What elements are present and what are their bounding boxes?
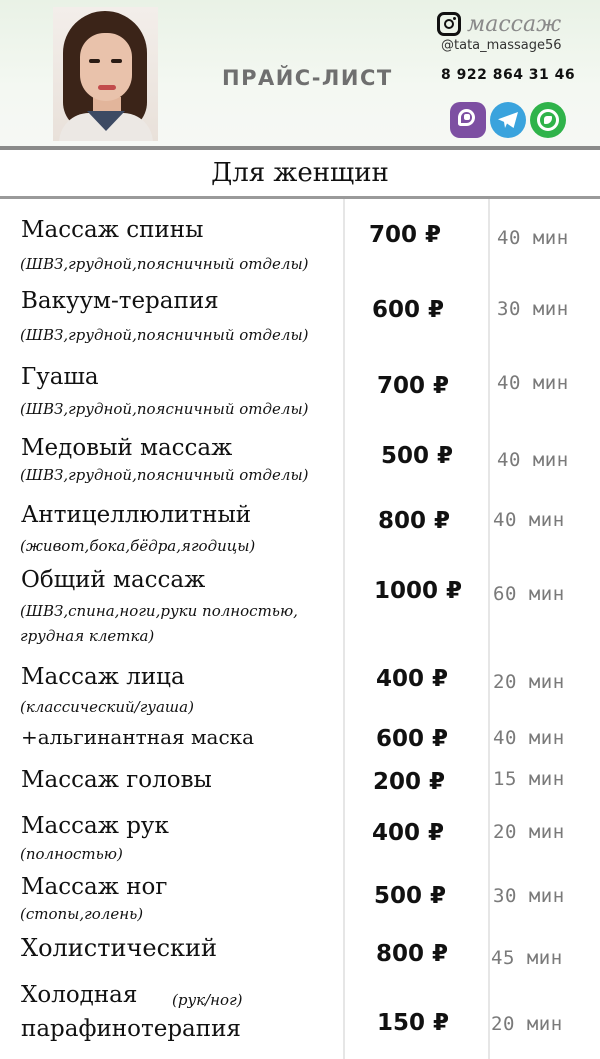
section-divider [0, 196, 600, 199]
service-duration: 40 мин [493, 509, 565, 531]
service-name: Массаж спины [21, 217, 204, 243]
header [0, 0, 600, 146]
service-name: Массаж головы [21, 767, 212, 793]
profile-photo [53, 7, 158, 141]
service-name: Холистический [21, 934, 217, 962]
service-price: 1000 ₽ [374, 578, 463, 604]
service-price: 700 ₽ [377, 373, 450, 399]
service-name: Общий массаж [21, 567, 206, 593]
service-duration: 15 мин [493, 768, 565, 790]
page-title: ПРАЙС-ЛИСТ [222, 66, 393, 90]
service-note: (ШВЗ,грудной,поясничный отделы) [20, 466, 309, 484]
service-note: (ШВЗ,грудной,поясничный отделы) [20, 255, 309, 273]
service-duration: 30 мин [497, 298, 569, 320]
service-duration: 40 мин [497, 449, 569, 471]
service-duration: 40 мин [493, 727, 565, 749]
service-duration: 40 мин [497, 372, 569, 394]
service-price: 800 ₽ [378, 508, 451, 534]
service-note: (живот,бока,бёдра,ягодицы) [20, 537, 256, 555]
service-note: (ШВЗ,спина,ноги,руки полностью, [20, 602, 298, 620]
service-name: Холодная [21, 982, 138, 1008]
brand-name: массаж [467, 11, 562, 37]
phone-number[interactable]: 8 922 864 31 46 [441, 67, 576, 83]
service-duration: 20 мин [491, 1013, 563, 1035]
service-name: Вакуум-терапия [21, 288, 219, 314]
service-note: (рук/ног) [172, 991, 243, 1009]
service-price: 700 ₽ [369, 222, 442, 248]
service-price: 600 ₽ [372, 297, 445, 323]
service-name: парафинотерапия [21, 1016, 241, 1042]
service-note: (классический/гуаша) [20, 698, 194, 716]
messenger-icons [450, 102, 566, 138]
service-name: Массаж ног [21, 874, 168, 900]
service-price: 500 ₽ [381, 443, 454, 469]
service-note: (ШВЗ,грудной,поясничный отделы) [20, 400, 309, 418]
service-price: 150 ₽ [377, 1010, 450, 1036]
service-duration: 20 мин [493, 821, 565, 843]
viber-icon[interactable] [450, 102, 486, 138]
service-note: (ШВЗ,грудной,поясничный отделы) [20, 326, 309, 344]
service-name: Массаж лица [21, 664, 185, 690]
instagram-row[interactable] [437, 10, 561, 38]
service-name: Массаж рук [21, 813, 169, 839]
column-divider [343, 199, 345, 1059]
service-note: (полностью) [20, 845, 123, 863]
service-price: 200 ₽ [373, 769, 446, 795]
section-title: Для женщин [211, 158, 389, 188]
service-price: 400 ₽ [376, 666, 449, 692]
service-name: Медовый массаж [21, 435, 233, 461]
column-divider [488, 199, 490, 1059]
service-duration: 20 мин [493, 671, 565, 693]
whatsapp-icon[interactable] [530, 102, 566, 138]
instagram-handle[interactable]: @tata_massage56 [441, 38, 562, 53]
service-duration: 30 мин [493, 885, 565, 907]
service-price: 800 ₽ [376, 941, 449, 967]
service-price: 400 ₽ [372, 820, 445, 846]
service-price: 600 ₽ [376, 726, 449, 752]
service-note: (стопы,голень) [20, 905, 144, 923]
instagram-icon[interactable] [437, 12, 461, 36]
service-duration: 40 мин [497, 227, 569, 249]
service-name: Гуаша [21, 364, 99, 390]
telegram-icon[interactable] [490, 102, 526, 138]
service-duration: 45 мин [491, 947, 563, 969]
service-duration: 60 мин [493, 583, 565, 605]
service-note: грудная клетка) [20, 627, 155, 645]
service-name: +альгинантная маска [21, 725, 255, 749]
service-name: Антицеллюлитный [21, 502, 252, 528]
service-price: 500 ₽ [374, 883, 447, 909]
